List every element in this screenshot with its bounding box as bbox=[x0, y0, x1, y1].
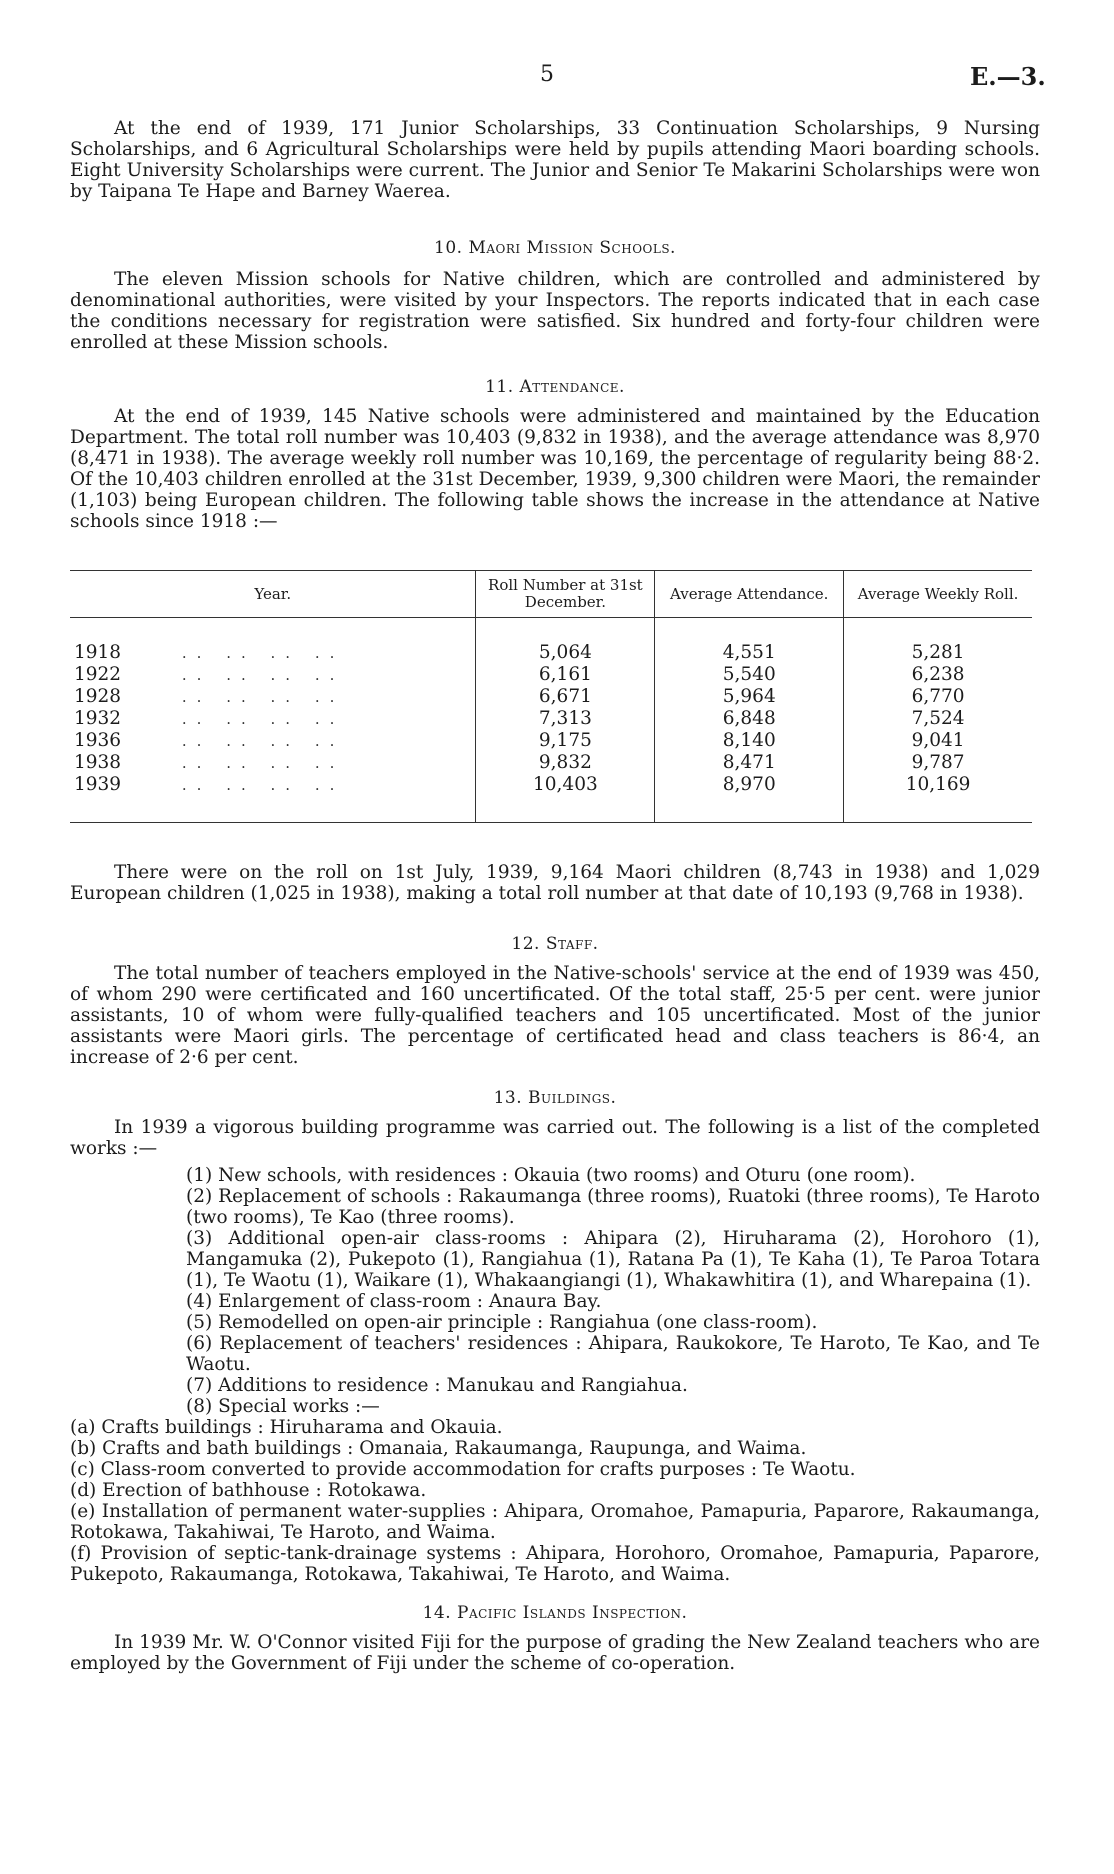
cell-roll: 6,161 bbox=[476, 664, 655, 686]
cell-roll: 6,671 bbox=[476, 686, 655, 708]
document-reference: E.—3. bbox=[970, 62, 1046, 91]
special-item: (c) Class-room converted to provide accommodation for crafts purposes : Te Waotu. bbox=[70, 1459, 856, 1480]
cell-weekly: 9,041 bbox=[844, 730, 1032, 752]
cell-attendance: 8,471 bbox=[655, 752, 844, 774]
cell-weekly: 6,770 bbox=[844, 686, 1032, 708]
special-item: (b) Crafts and bath buildings : Omanaia, Rakaumanga, Raupunga, and Waima. bbox=[70, 1438, 807, 1459]
list-item: (3) Additional open-air class-rooms : Ahipara (2), Hiruharama (2), Horohoro (1), Mangamuka (2), Pukepoto (1), Rangiahua (1), Ratana Pa (1), Te Kaha (1), Te Paroa Totara (1), Te Waotu (1), Waikare (1), Whakaangiangi (1), Whakawhitira (1), and Wharepaina (1). bbox=[186, 1228, 1040, 1291]
table-row bbox=[70, 730, 1032, 752]
page-number: 5 bbox=[540, 62, 554, 87]
cell-attendance: 8,140 bbox=[655, 730, 844, 752]
list-item: (6) Replacement of teachers' residences : Ahipara, Raukokore, Te Haroto, Te Kao, and Te Waotu. bbox=[186, 1333, 1040, 1375]
section-13-heading: 13. Buildings. bbox=[493, 1088, 617, 1108]
cell-weekly: 5,281 bbox=[844, 618, 1032, 665]
section-11-body: At the end of 1939, 145 Native schools were administered and maintained by the Education Department. The total roll number was 10,403 (9,832 in 1938), and the average attendance was 8,970 (8,471 in 1938). The average weekly roll number was 10,169, the percentage of regularity being 88·2. Of the 10,403 children enrolled at the 31st December, 1939, 9,300 children were Maori, the remainder (1,103) being European children. The following table shows the increase in the attendance at Native schools since 1918 :— bbox=[70, 406, 1040, 532]
cell-dots: .. .. .. .. bbox=[181, 732, 345, 750]
attendance-table bbox=[70, 570, 1032, 824]
table-row bbox=[70, 774, 1032, 823]
cell-attendance: 5,964 bbox=[655, 686, 844, 708]
top-block bbox=[70, 118, 1040, 532]
list-item: (4) Enlargement of class-room : Anaura Bay. bbox=[186, 1291, 602, 1312]
list-item: (2) Replacement of schools : Rakaumanga (three rooms), Ruatoki (three rooms), Te Haroto (two rooms), Te Kao (three rooms). bbox=[186, 1186, 1040, 1228]
cell-attendance: 8,970 bbox=[655, 774, 844, 823]
section-10-body: The eleven Mission schools for Native children, which are controlled and administered by denominational authorities, were visited by your Inspectors. The reports indicated that in each case the conditions necessary for registration were satisfied. Six hundred and forty-four children were enrolled at these Mission schools. bbox=[70, 269, 1040, 353]
cell-year: 1922 bbox=[74, 664, 122, 685]
cell-roll: 5,064 bbox=[476, 618, 655, 665]
header-attendance: Average Attendance. bbox=[655, 571, 844, 618]
section-14-body: In 1939 Mr. W. O'Connor visited Fiji for the purpose of grading the New Zealand teachers who are employed by the Government of Fiji under the scheme of co-operation. bbox=[70, 1632, 1040, 1674]
cell-weekly: 10,169 bbox=[844, 774, 1032, 823]
cell-attendance: 4,551 bbox=[655, 618, 844, 665]
section-10-heading: 10. Maori Mission Schools. bbox=[434, 238, 676, 258]
scholarships-paragraph: At the end of 1939, 171 Junior Scholarships, 33 Continuation Scholarships, 9 Nursing Scholarships, and 6 Agricultural Scholarships were held by pupils attending Maori boarding schools. Eight University Scholarships were current. The Junior and Senior Te Makarini Scholarships were won by Taipana Te Hape and Barney Waerea. bbox=[70, 118, 1040, 202]
header-weekly: Average Weekly Roll. bbox=[844, 571, 1032, 618]
cell-year: 1939 bbox=[74, 774, 122, 795]
special-item: (a) Crafts buildings : Hiruharama and Okauia. bbox=[70, 1417, 503, 1438]
table-row bbox=[70, 618, 1032, 665]
list-item: (7) Additions to residence : Manukau and Rangiahua. bbox=[186, 1375, 688, 1396]
cell-dots: .. .. .. .. bbox=[181, 754, 345, 772]
cell-dots: .. .. .. .. bbox=[181, 666, 345, 684]
cell-roll: 7,313 bbox=[476, 708, 655, 730]
section-13-intro: In 1939 a vigorous building programme was carried out. The following is a list of the completed works :— bbox=[70, 1117, 1040, 1159]
list-item: (1) New schools, with residences : Okauia (two rooms) and Oturu (one room). bbox=[186, 1165, 916, 1186]
cell-roll: 9,175 bbox=[476, 730, 655, 752]
cell-dots: .. .. .. .. bbox=[181, 776, 345, 794]
cell-roll: 9,832 bbox=[476, 752, 655, 774]
special-item: (f) Provision of septic-tank-drainage systems : Ahipara, Horohoro, Oromahoe, Pamapuria, Paparore, Pukepoto, Rakaumanga, Rotokawa, Takahiwai, Te Haroto, and Waima. bbox=[70, 1543, 1040, 1585]
special-item: (d) Erection of bathhouse : Rotokawa. bbox=[70, 1480, 427, 1501]
cell-weekly: 6,238 bbox=[844, 664, 1032, 686]
cell-year: 1928 bbox=[74, 686, 122, 707]
cell-dots: .. .. .. .. bbox=[181, 688, 345, 706]
cell-year: 1932 bbox=[74, 708, 122, 729]
list-item: (5) Remodelled on open-air principle : Rangiahua (one class-room). bbox=[186, 1312, 818, 1333]
section-12-heading: 12. Staff. bbox=[511, 934, 599, 954]
cell-year: 1936 bbox=[74, 730, 122, 751]
cell-weekly: 7,524 bbox=[844, 708, 1032, 730]
header-year: Year. bbox=[254, 584, 292, 603]
cell-year: 1938 bbox=[74, 752, 122, 773]
bottom-block bbox=[70, 862, 1040, 1674]
cell-attendance: 5,540 bbox=[655, 664, 844, 686]
works-list bbox=[70, 1165, 1040, 1585]
cell-attendance: 6,848 bbox=[655, 708, 844, 730]
cell-dots: .. .. .. .. bbox=[181, 710, 345, 728]
section-14-heading: 14. Pacific Islands Inspection. bbox=[422, 1603, 688, 1623]
table-row bbox=[70, 708, 1032, 730]
cell-dots: .. .. .. .. bbox=[181, 644, 345, 662]
table-row bbox=[70, 664, 1032, 686]
table-row bbox=[70, 686, 1032, 708]
cell-year: 1918 bbox=[74, 642, 122, 663]
list-item: (8) Special works :— bbox=[186, 1396, 380, 1417]
special-item: (e) Installation of permanent water-supplies : Ahipara, Oromahoe, Pamapuria, Paparore, Rakaumanga, Rotokawa, Takahiwai, Te Haroto, and Waima. bbox=[70, 1501, 1040, 1543]
section-12-body: The total number of teachers employed in the Native-schools' service at the end of 1939 was 450, of whom 290 were certificated and 160 uncertificated. Of the total staff, 25·5 per cent. were junior assistants, 10 of whom were fully-qualified teachers and 105 uncertificated. Most of the junior assistants were Maori girls. The percentage of certificated head and class teachers is 86·4, an increase of 2·6 per cent. bbox=[70, 963, 1040, 1068]
table-header-row bbox=[70, 571, 1032, 618]
roll-july-paragraph: There were on the roll on 1st July, 1939, 9,164 Maori children (8,743 in 1938) and 1,029 European children (1,025 in 1938), making a total roll number at that date of 10,193 (9,768 in 1938). bbox=[70, 862, 1040, 904]
section-11-heading: 11. Attendance. bbox=[485, 377, 625, 397]
header-roll: Roll Number at 31st December. bbox=[476, 571, 655, 618]
cell-weekly: 9,787 bbox=[844, 752, 1032, 774]
table-row bbox=[70, 752, 1032, 774]
cell-roll: 10,403 bbox=[476, 774, 655, 823]
